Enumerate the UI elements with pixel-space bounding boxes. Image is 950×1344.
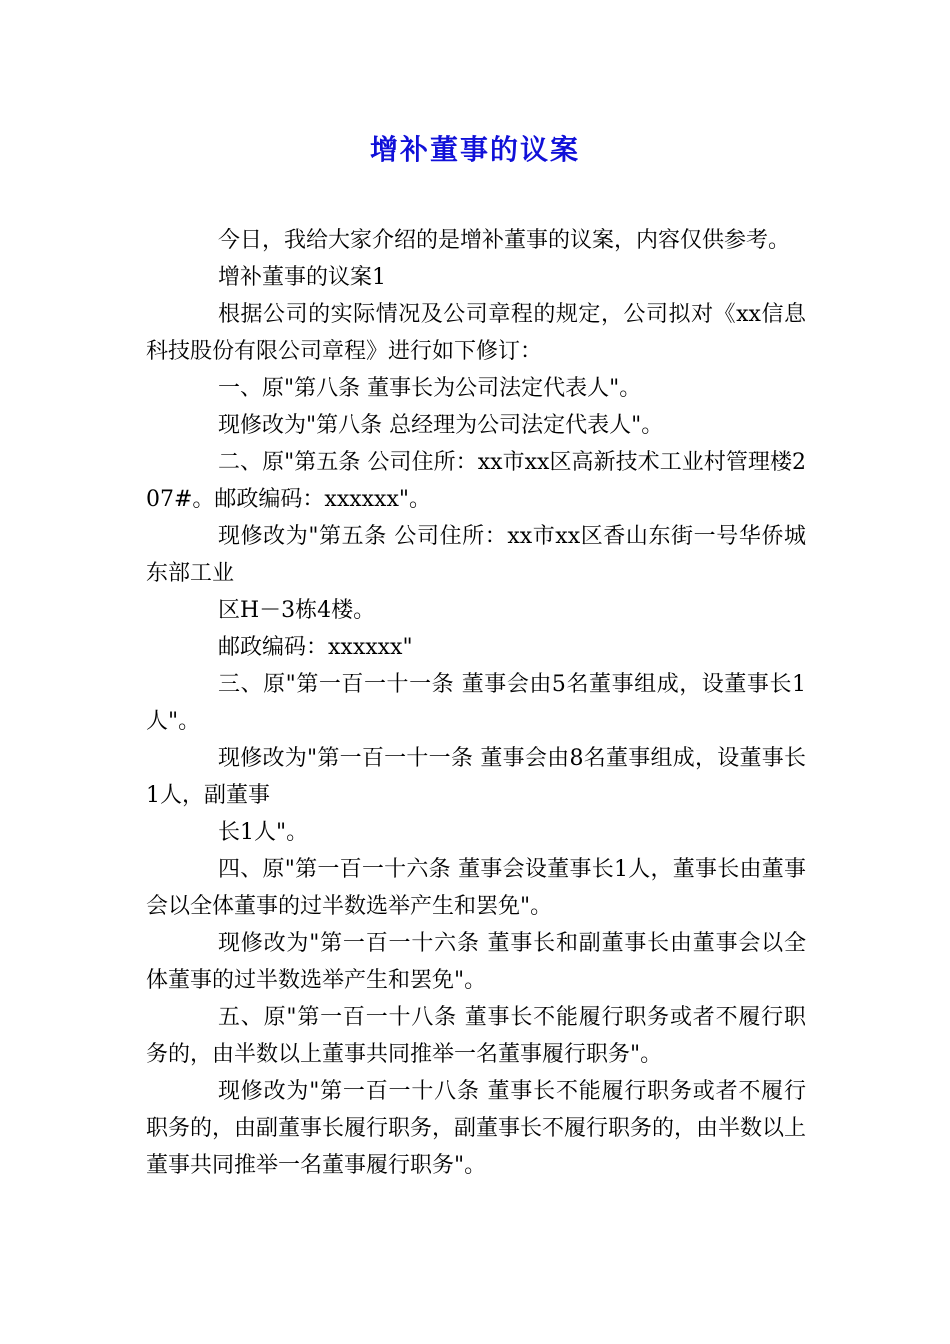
- paragraph-item-5-original: 五、原"第一百一十八条 董事长不能履行职务或者不履行职务的，由半数以上董事共同推举一名董事履行职务"。: [146, 1005, 806, 1067]
- paragraph-intro: 今日，我给大家介绍的是增补董事的议案，内容仅供参考。: [218, 228, 791, 253]
- paragraph-item-3-revised-cont: 长1人"。: [218, 820, 309, 845]
- paragraph-item-4-revised: 现修改为"第一百一十六条 董事长和副董事长由董事会以全体董事的过半数选举产生和罢免"。: [146, 931, 806, 993]
- paragraph-item-1-revised: 现修改为"第八条 总经理为公司法定代表人"。: [218, 413, 664, 438]
- paragraph-item-3-revised: 现修改为"第一百一十一条 董事会由8名董事组成，设董事长1人，副董事: [146, 746, 806, 808]
- paragraph-item-4-original: 四、原"第一百一十六条 董事会设董事长1人，董事长由董事会以全体董事的过半数选举产生和罢免"。: [146, 857, 806, 919]
- document-body: [146, 222, 806, 1184]
- paragraph-item-1-original: 一、原"第八条 董事长为公司法定代表人"。: [218, 376, 642, 401]
- paragraph-item-3-original: 三、原"第一百一十一条 董事会由5名董事组成，设董事长1人"。: [146, 672, 806, 734]
- paragraph-preamble: 根据公司的实际情况及公司章程的规定，公司拟对《xx信息科技股份有限公司章程》进行如下修订：: [146, 302, 806, 364]
- paragraph-item-2-revised: 现修改为"第五条 公司住所：xx市xx区香山东街一号华侨城东部工业: [146, 524, 806, 586]
- document-title: 增补董事的议案: [369, 133, 580, 166]
- paragraph-heading-1: 增补董事的议案1: [218, 265, 386, 290]
- paragraph-item-5-revised: 现修改为"第一百一十八条 董事长不能履行职务或者不履行职务的，由副董事长履行职务，副董事长不履行职务的，由半数以上董事共同推举一名董事履行职务"。: [146, 1079, 807, 1178]
- paragraph-item-2-postcode: 邮政编码：xxxxxx": [218, 635, 413, 660]
- paragraph-item-2-original: 二、原"第五条 公司住所：xx市xx区高新技术工业村管理楼207#。邮政编码：xxxxxx"。: [146, 450, 806, 512]
- paragraph-item-2-revised-cont: 区H－3栋4楼。: [218, 598, 376, 623]
